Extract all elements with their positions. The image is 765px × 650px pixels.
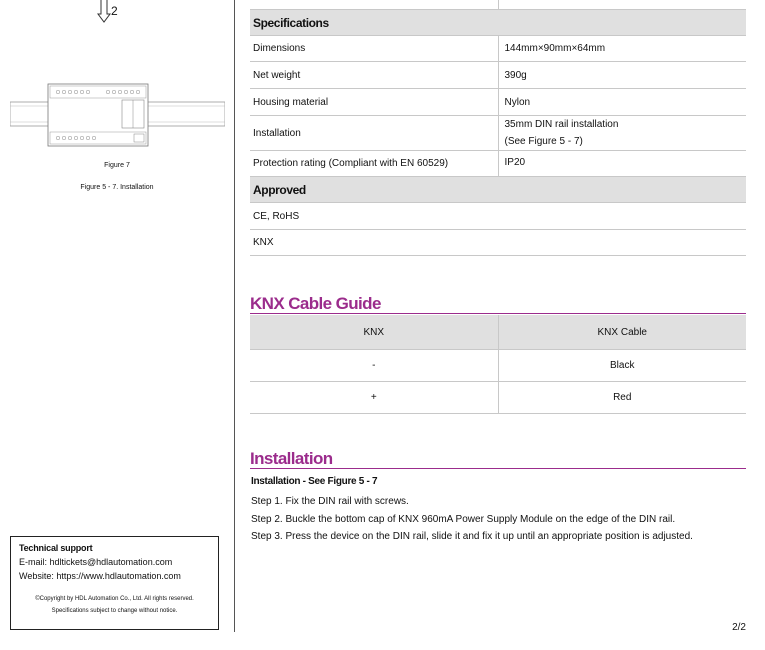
spec-value: 390g [498,62,746,89]
table-row [250,36,746,62]
figure-title: Figure 5 - 7. Installation [80,184,154,191]
column-header: KNX [250,315,498,350]
installation-step: Step 2. Buckle the bottom cap of KNX 960mA Power Supply Module on the edge of the DIN rail. [251,514,676,525]
figure-caption: Figure 7 [104,162,130,169]
approved-header [250,177,746,203]
approval-item: KNX [250,230,746,256]
spec-value: IP20 [498,151,746,177]
spec-label: Housing material [250,89,498,116]
spec-value: 144mm×90mm×64mm [498,36,746,62]
table-header-row [250,315,746,350]
cable-color: Black [498,350,746,382]
left-column [0,0,235,632]
support-website: Website: https://www.hdlautomation.com [19,571,181,581]
installation-step: Step 3. Press the device on the DIN rail, slide it and fix it up until an appropriate position is adjusted. [251,531,693,542]
cable-guide-table [250,315,746,414]
table-row [250,89,746,116]
arrow-step-label: 2 [111,4,118,18]
knx-terminal: - [250,350,498,382]
spec-label: Protection rating (Compliant with EN 60529) [250,151,498,177]
spec-value-line: (See Figure 5 - 7) [504,136,583,147]
technical-support-box [10,536,219,630]
spec-label: Net weight [250,62,498,89]
section-title: Specifications [250,10,746,36]
table-row [250,350,746,382]
spec-label: Dimensions [250,36,498,62]
spec-value: Nylon [498,89,746,116]
specs-notice-line: Specifications subject to change without notice. [51,608,178,614]
copyright-line: ©Copyright by HDL Automation Co., Ltd. All rights reserved. [35,596,194,602]
table-row [250,116,746,151]
spec-label: Installation [250,116,498,151]
cable-color: Red [498,382,746,414]
table-row [250,151,746,177]
table-row [250,230,746,256]
table-row [250,62,746,89]
section-title: Approved [250,177,746,203]
column-header: KNX Cable [498,315,746,350]
truncated-row [250,0,746,10]
spec-value-line: 35mm DIN rail installation [504,119,619,130]
specifications-header [250,10,746,36]
installation-step: Step 1. Fix the DIN rail with screws. [251,496,409,507]
knx-terminal: + [250,382,498,414]
din-rail-device-illustration [10,82,225,148]
approval-item: CE, RoHS [250,203,746,230]
table-row [250,203,746,230]
cable-guide-heading: KNX Cable Guide [250,294,746,314]
support-email: E-mail: hdltickets@hdlautomation.com [19,557,173,567]
support-title: Technical support [19,543,93,553]
specifications-table [250,0,746,256]
installation-heading: Installation [250,449,746,469]
copyright-notice [19,593,210,617]
table-row [250,382,746,414]
page-number: 2/2 [732,622,746,633]
installation-subheading: Installation - See Figure 5 - 7 [251,476,378,487]
